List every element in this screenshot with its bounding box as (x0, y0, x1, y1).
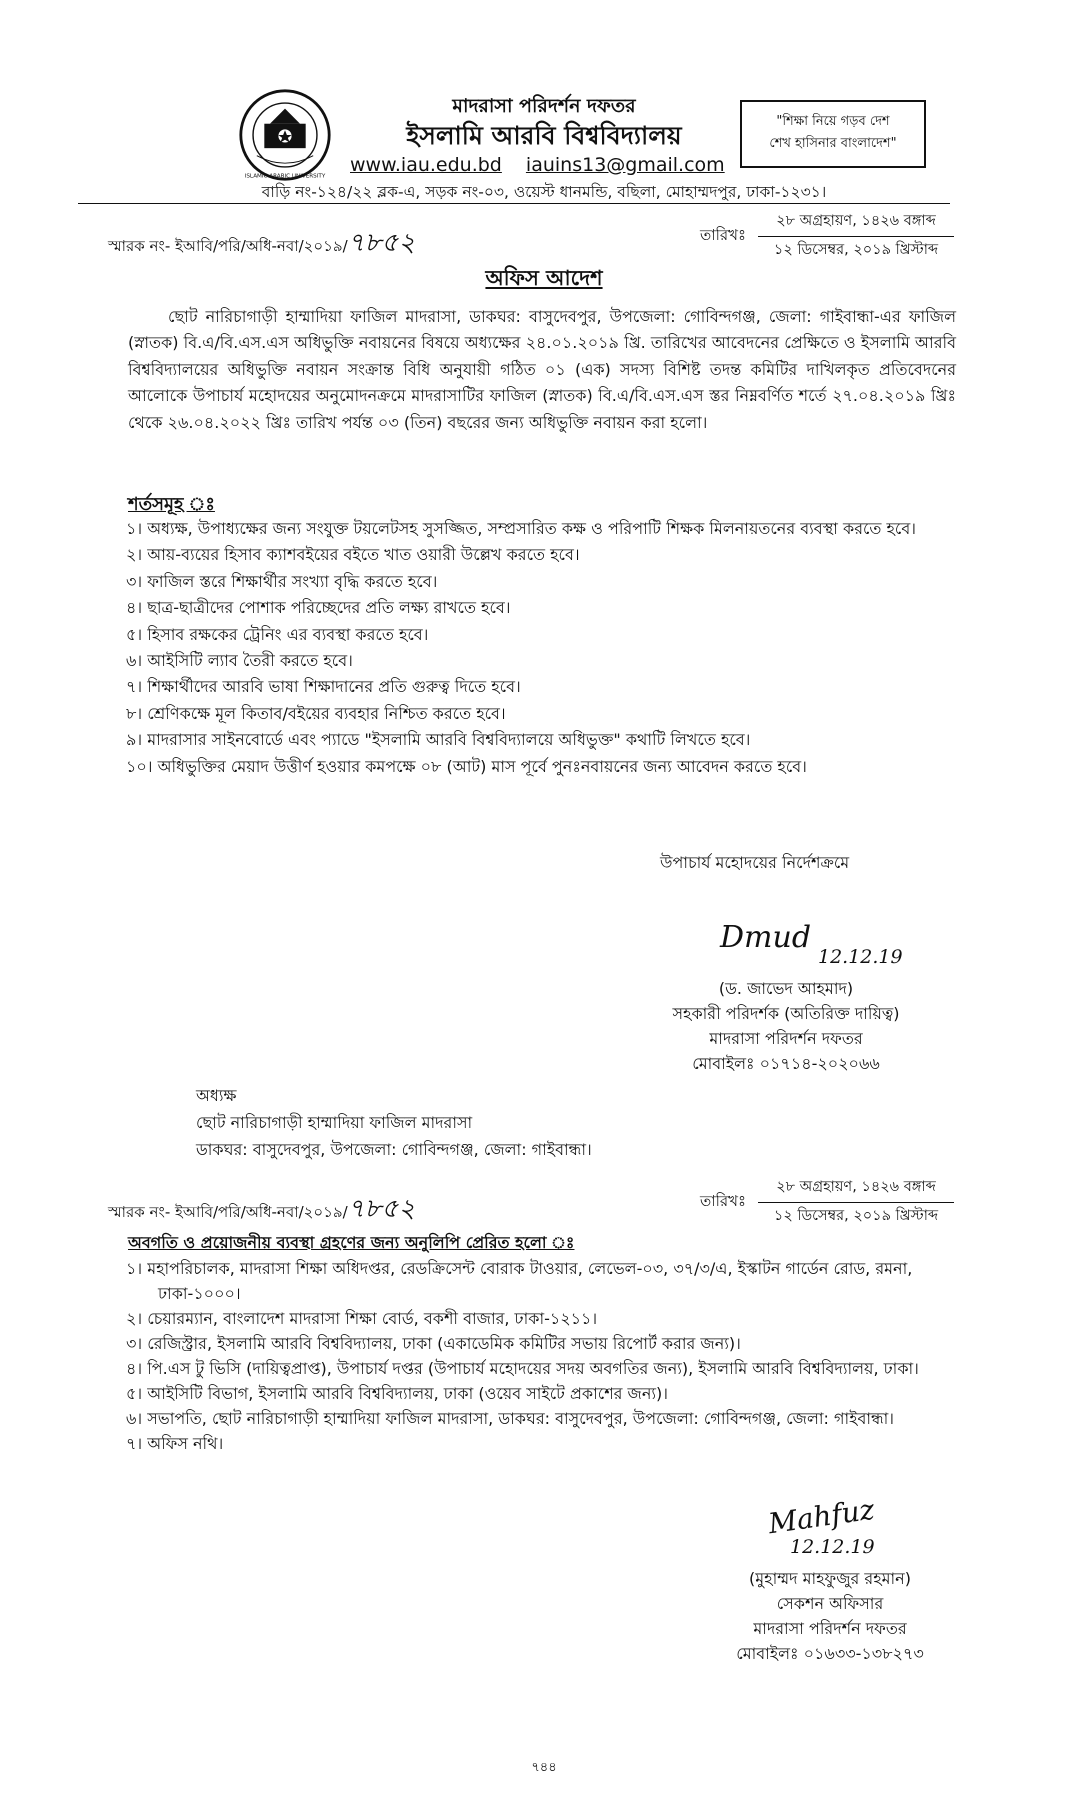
order-body: ছোট নারিচাগাড়ী হাম্মাদিয়া ফাজিল মাদরাসা, ডাকঘর: বাসুদেবপুর, উপজেলা: গোবিন্দগঞ্জ, জেলা: গাইবান্ধা-এর ফাজিল (স্নাতক) বি.এ/বি.এস.এস অধিভুক্তি নবায়নের বিষয়ে অধ্যক্ষের ২৪.০১.২০১৯ খ্রি. তারিখের আবেদনের প্রেক্ষিতে ও ইসলামি আরবি বিশ্ববিদ্যালয়ের অধিভুক্তি নবায়ন সংক্রান্ত বিধি অনুযায়ী গঠিত ০১ (এক) সদস্য বিশিষ্ট তদন্ত কমিটির দাখিলকৃত প্রতিবেদনের আলোকে উপাচার্য মহোদয়ের অনুমোদনক্রমে মাদরাসাটির ফাজিল (স্নাতক) বি.এ/বি.এস.এস স্তর নিম্নবর্ণিত শর্তে ২৭.০৪.২০১৯ খ্রিঃ থেকে ২৬.০৪.২০২২ খ্রিঃ তারিখ পর্যন্ত ০৩ (তিন) বছরের জন্য অধিভুক্তি নবায়ন করা হলো। (128, 307, 956, 432)
slogan-box (740, 100, 926, 168)
copy-item: ১। মহাপরিচালক, মাদরাসা শিক্ষা অধিদপ্তর, রেডক্রিসেন্ট বোরাক টাওয়ার, লেভেল-০৩, ৩৭/৩/এ, ইস্কাটন গার্ডেন রোড, রমনা, ঢাকা-১০০০। (126, 1259, 913, 1303)
contact-line (350, 154, 743, 176)
office-address: বাড়ি নং-১২৪/২২ ব্লক-এ, সড়ক নং-০৩, ওয়েস্ট ধানমন্ডি, বছিলা, মোহাম্মদপুর, ঢাকা-১২৩১। (261, 183, 827, 201)
slogan-line-1: "শিক্ষা নিয়ে গড়ব দেশ (776, 114, 890, 129)
signature-1-date: 12.12.19 (818, 946, 903, 968)
conditions-list (126, 516, 956, 780)
memo-reference-2-label: স্মারক নং- ইআবি/পরি/অধি-নবা/২০১৯/ (108, 1203, 348, 1221)
signatory-1-designation: সহকারী পরিদর্শক (অতিরিক্ত দায়িত্ব) (672, 1004, 900, 1023)
copy-item: ৭। অফিস নথি। (126, 1434, 224, 1453)
page-number: ৭৪৪ (531, 1760, 557, 1775)
signatory-2-name: (মুহাম্মদ মাহফুজুর রহমান) (749, 1569, 911, 1588)
signatory-1-office: মাদরাসা পরিদর্শন দফতর (709, 1029, 863, 1048)
signature-2: Mahfuz (766, 1492, 877, 1541)
signatory-1-block (636, 976, 936, 1076)
date-label-2: তারিখঃ (700, 1192, 746, 1210)
copies-heading: অবগতি ও প্রয়োজনীয় ব্যবস্থা গ্রহণের জন্য অনুলিপি প্রেরিত হলো ঃ (128, 1233, 575, 1252)
copy-item: ৪। পি.এস টু ভিসি (দায়িত্বপ্রাপ্ত), উপাচার্য দপ্তর (উপাচার্য মহোদয়ের সদয় অবগতির জন্য), ইসলামি আরবি বিশ্ববিদ্যালয়, ঢাকা। (126, 1359, 919, 1378)
condition-item: ২। আয়-ব্যয়ের হিসাব ক্যাশবইয়ের বইতে খাত ওয়ারী উল্লেখ করতে হবে। (126, 545, 580, 565)
condition-item: ৬। আইসিটি ল্যাব তৈরী করতে হবে। (126, 651, 353, 671)
conditions-heading: শর্তসমূহ ঃ (128, 494, 215, 515)
email-link[interactable]: iauins13@gmail.com (525, 154, 725, 176)
condition-item: ৯। মাদরাসার সাইনবোর্ডে এবং প্যাডে "ইসলামি আরবি বিশ্ববিদ্যালয়ে অধিভুক্ত" কথাটি লিখতে হবে। (126, 730, 751, 750)
logo-text: ISLAMIC ARABIC UNIVERSITY (244, 173, 326, 180)
condition-item: ১০। অধিভুক্তির মেয়াদ উত্তীর্ণ হওয়ার কমপক্ষে ০৮ (আট) মাস পূর্বে পুনঃনবায়নের জন্য আবেদন করতে হবে। (126, 756, 807, 776)
condition-item: ৪। ছাত্র-ছাত্রীদের পোশাক পরিচ্ছেদের প্রতি লক্ষ্য রাখতে হবে। (126, 598, 511, 618)
date-2-english: ১২ ডিসেম্বর, ২০১৯ খ্রিস্টাব্দ (773, 1208, 939, 1224)
memo-reference (108, 222, 415, 266)
date-2-bangla: ২৮ অগ্রহায়ণ, ১৪২৬ বঙ্গাব্দ (758, 1174, 954, 1203)
condition-item: ৭। শিক্ষার্থীদের আরবি ভাষা শিক্ষাদানের প্রতি গুরুত্ব দিতে হবে। (126, 677, 521, 697)
date-label: তারিখঃ (700, 226, 746, 244)
copy-item: ৬। সভাপতি, ছোট নারিচাগাড়ী হাম্মাদিয়া ফাজিল মাদরাসা, ডাকঘর: বাসুদেবপুর, উপজেলা: গোবিন্দগঞ্জ, জেলা: গাইবান্ধা। (126, 1409, 895, 1428)
recipient-title: অধ্যক্ষ (196, 1086, 237, 1105)
memo-date-box (758, 208, 954, 265)
memo-reference-2-number: ৭৮৫২ (347, 1194, 416, 1224)
memo-reference-label: স্মারক নং- ইআবি/পরি/অধি-নবা/২০১৯/ (108, 237, 348, 255)
signature-2-date: 12.12.19 (790, 1536, 875, 1558)
condition-item: ৫। হিসাব রক্ষকের ট্রেনিং এর ব্যবস্থা করতে হবে। (126, 624, 429, 644)
condition-item: ১। অধ্যক্ষ, উপাধ্যক্ষের জন্য সংযুক্ত টয়লেটসহ সুসজ্জিত, সম্প্রসারিত কক্ষ ও পরিপাটি শিক্ষক মিলনায়তনের ব্যবস্থা করতে হবে। (126, 519, 916, 538)
date-english: ১২ ডিসেম্বর, ২০১৯ খ্রিস্টাব্দ (773, 242, 939, 258)
document-title: অফিস আদেশ (485, 266, 603, 290)
recipient-address: ডাকঘর: বাসুদেবপুর, উপজেলা: গোবিন্দগঞ্জ, জেলা: গাইবান্ধা। (196, 1140, 592, 1159)
by-order-line: উপাচার্য মহোদয়ের নির্দেশক্রমে (660, 853, 850, 872)
copies-list (126, 1256, 956, 1456)
website-link[interactable]: www.iau.edu.bd (350, 154, 502, 176)
signatory-2-block (680, 1566, 980, 1666)
signatory-2-office: মাদরাসা পরিদর্শন দফতর (753, 1619, 907, 1638)
slogan-line-2: শেখ হাসিনার বাংলাদেশ" (769, 136, 897, 151)
department-name: মাদরাসা পরিদর্শন দফতর (452, 95, 636, 117)
memo-reference-2 (108, 1188, 415, 1232)
signatory-2-designation: সেকশন অফিসার (776, 1594, 884, 1613)
copy-item: ৫। আইসিটি বিভাগ, ইসলামি আরবি বিশ্ববিদ্যালয়, ঢাকা (ওয়েব সাইটে প্রকাশের জন্য)। (126, 1384, 669, 1403)
date-bangla: ২৮ অগ্রহায়ণ, ১৪২৬ বঙ্গাব্দ (758, 208, 954, 237)
condition-item: ৮। শ্রেণিকক্ষে মূল কিতাব/বইয়ের ব্যবহার নিশ্চিত করতে হবে। (126, 703, 506, 723)
signatory-1-name: (ড. জাভেদ আহমাদ) (718, 979, 854, 998)
signatory-1-mobile: মোবাইলঃ ০১৭১৪-২০২০৬৬ (692, 1054, 880, 1073)
signatory-2-mobile: মোবাইলঃ ০১৬৩৩-১৩৮২৭৩ (736, 1644, 924, 1663)
memo-2-date-box (758, 1174, 954, 1231)
signature-1: Dmud (720, 920, 812, 955)
recipient-block (196, 1082, 592, 1163)
copy-item: ২। চেয়ারম্যান, বাংলাদেশ মাদরাসা শিক্ষা বোর্ড, বকশী বাজার, ঢাকা-১২১১। (126, 1309, 598, 1328)
copy-item: ৩। রেজিস্ট্রার, ইসলামি আরবি বিশ্ববিদ্যালয়, ঢাকা (একাডেমিক কমিটির সভায় রিপোর্ট করার জন্য)। (126, 1334, 741, 1353)
university-name: ইসলামি আরবি বিশ্ববিদ্যালয় (406, 121, 682, 150)
memo-reference-number: ৭৮৫২ (347, 228, 416, 258)
header-divider (78, 203, 950, 204)
condition-item: ৩। ফাজিল স্তরে শিক্ষার্থীর সংখ্যা বৃদ্ধি করতে হবে। (126, 571, 438, 591)
recipient-institution: ছোট নারিচাগাড়ী হাম্মাদিয়া ফাজিল মাদরাসা (196, 1113, 473, 1132)
